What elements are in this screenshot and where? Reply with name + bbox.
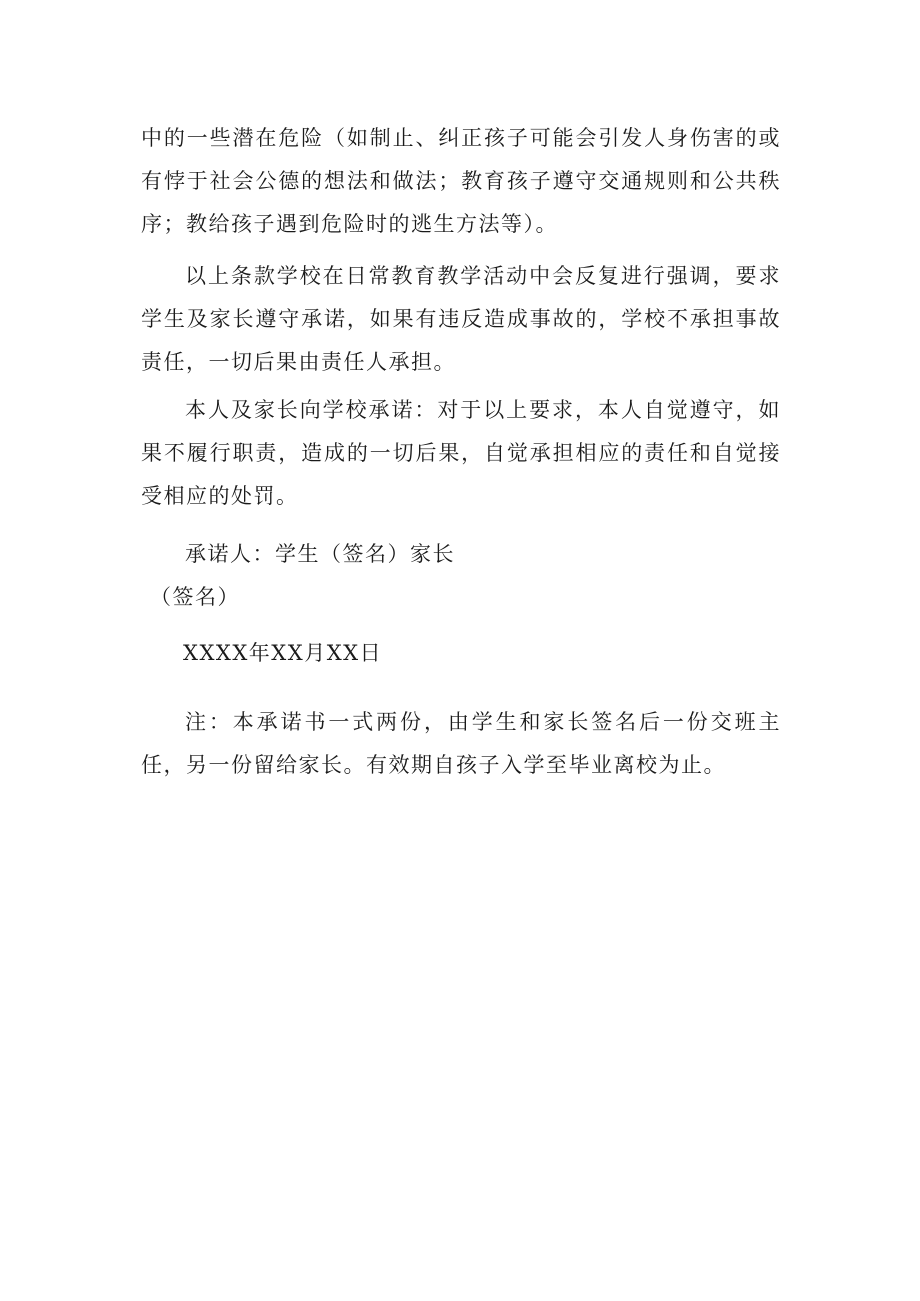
signature-sub-text: （签名） [150,585,240,609]
paragraph-text: 以上条款学校在日常教育教学活动中会反复进行强调，要求学生及家长遵守承诺，如果有违反造成事故的，学校不承担事故责任，一切后果由责任人承担。 [141,264,781,374]
paragraph-school-terms [141,255,781,384]
signature-sub [150,576,790,619]
paragraph-commitment [141,389,781,518]
date-line [183,632,823,675]
date-text: XXXX年XX月XX日 [183,641,383,665]
paragraph-continuation [141,117,781,246]
note-paragraph [141,701,781,787]
note-text: 注：本承诺书一式两份，由学生和家长签名后一份交班主任，另一份留给家长。有效期自孩子入学至毕业离校为止。 [141,710,781,777]
signature-line [141,533,781,576]
signature-text: 承诺人：学生（签名）家长 [185,542,455,566]
paragraph-text: 本人及家长向学校承诺：对于以上要求，本人自觉遵守，如果不履行职责，造成的一切后果，自觉承担相应的责任和自觉接受相应的处罚。 [141,398,781,508]
paragraph-text: 中的一些潜在危险（如制止、纠正孩子可能会引发人身伤害的或有悖于社会公德的想法和做法；教育孩子遵守交通规则和公共秩序；教给孩子遇到危险时的逃生方法等）。 [141,126,781,236]
